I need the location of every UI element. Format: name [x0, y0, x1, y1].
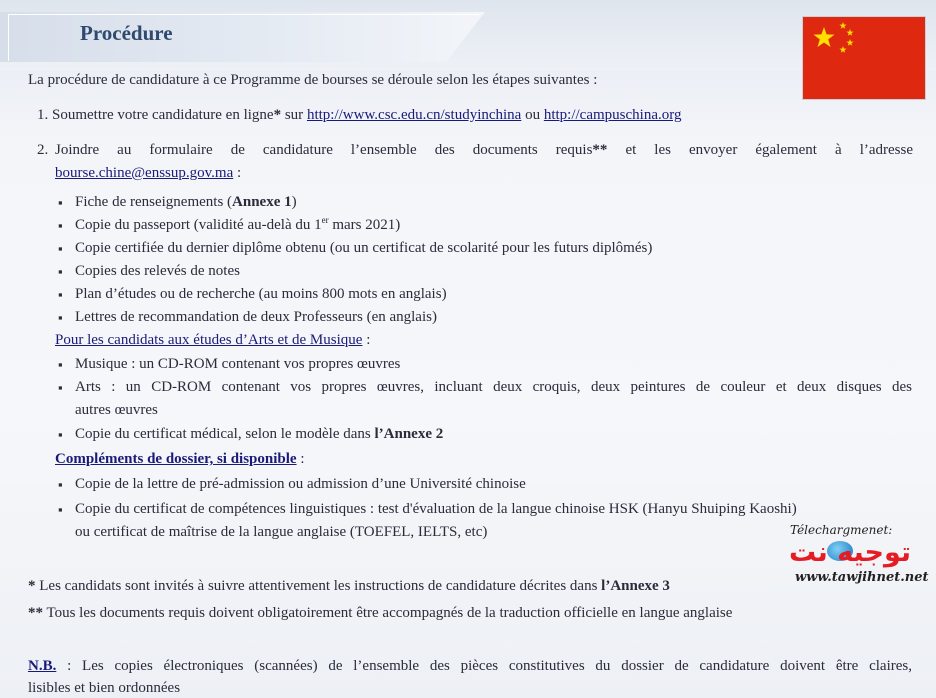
csc-link[interactable]: http://www.csc.edu.cn/studyinchina: [306, 107, 522, 123]
nb-line-2: lisibles et bien ordonnées: [28, 680, 181, 696]
arts-heading: Pour les candidats aux études d’Arts et de Musique :: [55, 332, 371, 348]
list-item-langue: Copie du certificat de compétences linguistiques : test d'évaluation de la langue chinoise HSK (Hanyu Shuiping Kaoshi): [75, 501, 797, 517]
note-1: * Les candidats sont invités à suivre attentivement les instructions de candidature décrites dans l’Annexe 3: [28, 578, 670, 594]
list-item-medical: Copie du certificat médical, selon le modèle dans l’Annexe 2: [75, 426, 444, 442]
intro-text: La procédure de candidature à ce Programme de bourses se déroule selon les étapes suivantes :: [28, 72, 598, 88]
list-item-musique: Musique : un CD-ROM contenant vos propres œuvres: [75, 356, 401, 372]
page-title: Procédure: [80, 21, 173, 45]
list-item-passeport: Copie du passeport (validité au-delà du 1er mars 2021): [75, 215, 401, 233]
email-link[interactable]: bourse.chine@enssup.gov.ma: [55, 165, 234, 181]
bullet-icon: ▪: [58, 287, 63, 302]
list-item-diplome: Copie certifiée du dernier diplôme obtenu (ou un certificat de scolarité pour les futurs diplômés): [75, 240, 653, 256]
step-1-star: *: [273, 107, 282, 123]
bullet-icon: ▪: [58, 427, 63, 442]
list-item-releves: Copies des relevés de notes: [75, 263, 240, 279]
flag-small-star: [846, 39, 853, 46]
bullet-icon: ▪: [58, 477, 63, 492]
title-tab: [0, 12, 485, 62]
list-item-fiche: Fiche de renseignements (Annexe 1): [75, 194, 297, 210]
step-1-text-b: sur: [284, 107, 304, 123]
watermark-url: www.tawjihnet.net: [795, 570, 929, 585]
bullet-icon: ▪: [58, 380, 63, 395]
campuschina-link[interactable]: http://campuschina.org: [543, 107, 682, 123]
bullet-icon: ▪: [58, 502, 63, 517]
flag-big-star: [814, 27, 835, 47]
bullet-icon: ▪: [58, 357, 63, 372]
china-flag-icon: [802, 16, 926, 100]
bullet-icon: ▪: [58, 195, 63, 210]
step-1-text-c: ou: [525, 107, 541, 123]
list-item-preadmission: Copie de la lettre de pré-admission ou admission d’une Université chinoise: [75, 476, 526, 492]
list-item-plan: Plan d’études ou de recherche (au moins 800 mots en anglais): [75, 286, 447, 302]
list-item-lettres: Lettres de recommandation de deux Professeurs (en anglais): [75, 309, 437, 325]
bullet-icon: ▪: [58, 264, 63, 279]
list-item-langue-cont: ou certificat de maîtrise de la langue anglaise (TOEFEL, IELTS, etc): [75, 524, 488, 540]
step-2-stars: **: [592, 142, 608, 158]
flag-small-star: [839, 46, 846, 53]
note-2: ** Tous les documents requis doivent obligatoirement être accompagnés de la traduction officielle en langue anglaise: [28, 605, 733, 621]
flag-small-star: [846, 29, 853, 36]
complements-heading: Compléments de dossier, si disponible :: [55, 451, 305, 467]
bullet-icon: ▪: [58, 241, 63, 256]
step-1-text: Soumettre votre candidature en ligne: [52, 107, 274, 123]
step-1-number: 1.: [37, 107, 49, 123]
watermark-label: Télechargmenet:: [790, 523, 893, 537]
flag-small-star: [839, 22, 846, 29]
step-2-email-line: bourse.chine@enssup.gov.ma :: [55, 165, 242, 181]
bullet-icon: ▪: [58, 218, 63, 233]
bullet-icon: ▪: [58, 310, 63, 325]
nb-line-1: N.B. : Les copies électroniques (scannées) de l’ensemble des pièces constitutives du dossier de candidature doivent être claires,: [28, 658, 912, 674]
step-1: [37, 106, 681, 125]
watermark-logo: توجيه نت: [789, 537, 912, 568]
step-2-number: 2.: [37, 142, 49, 158]
list-item-arts: Arts : un CD-ROM contenant vos propres œuvres, incluant deux croquis, deux peintures de couleur et deux disques des: [75, 379, 912, 395]
step-2-text: Joindre au formulaire de candidature l’ensemble des documents requis** et les envoyer également à l’adresse: [55, 142, 913, 158]
list-item-arts-cont: autres œuvres: [75, 402, 158, 418]
